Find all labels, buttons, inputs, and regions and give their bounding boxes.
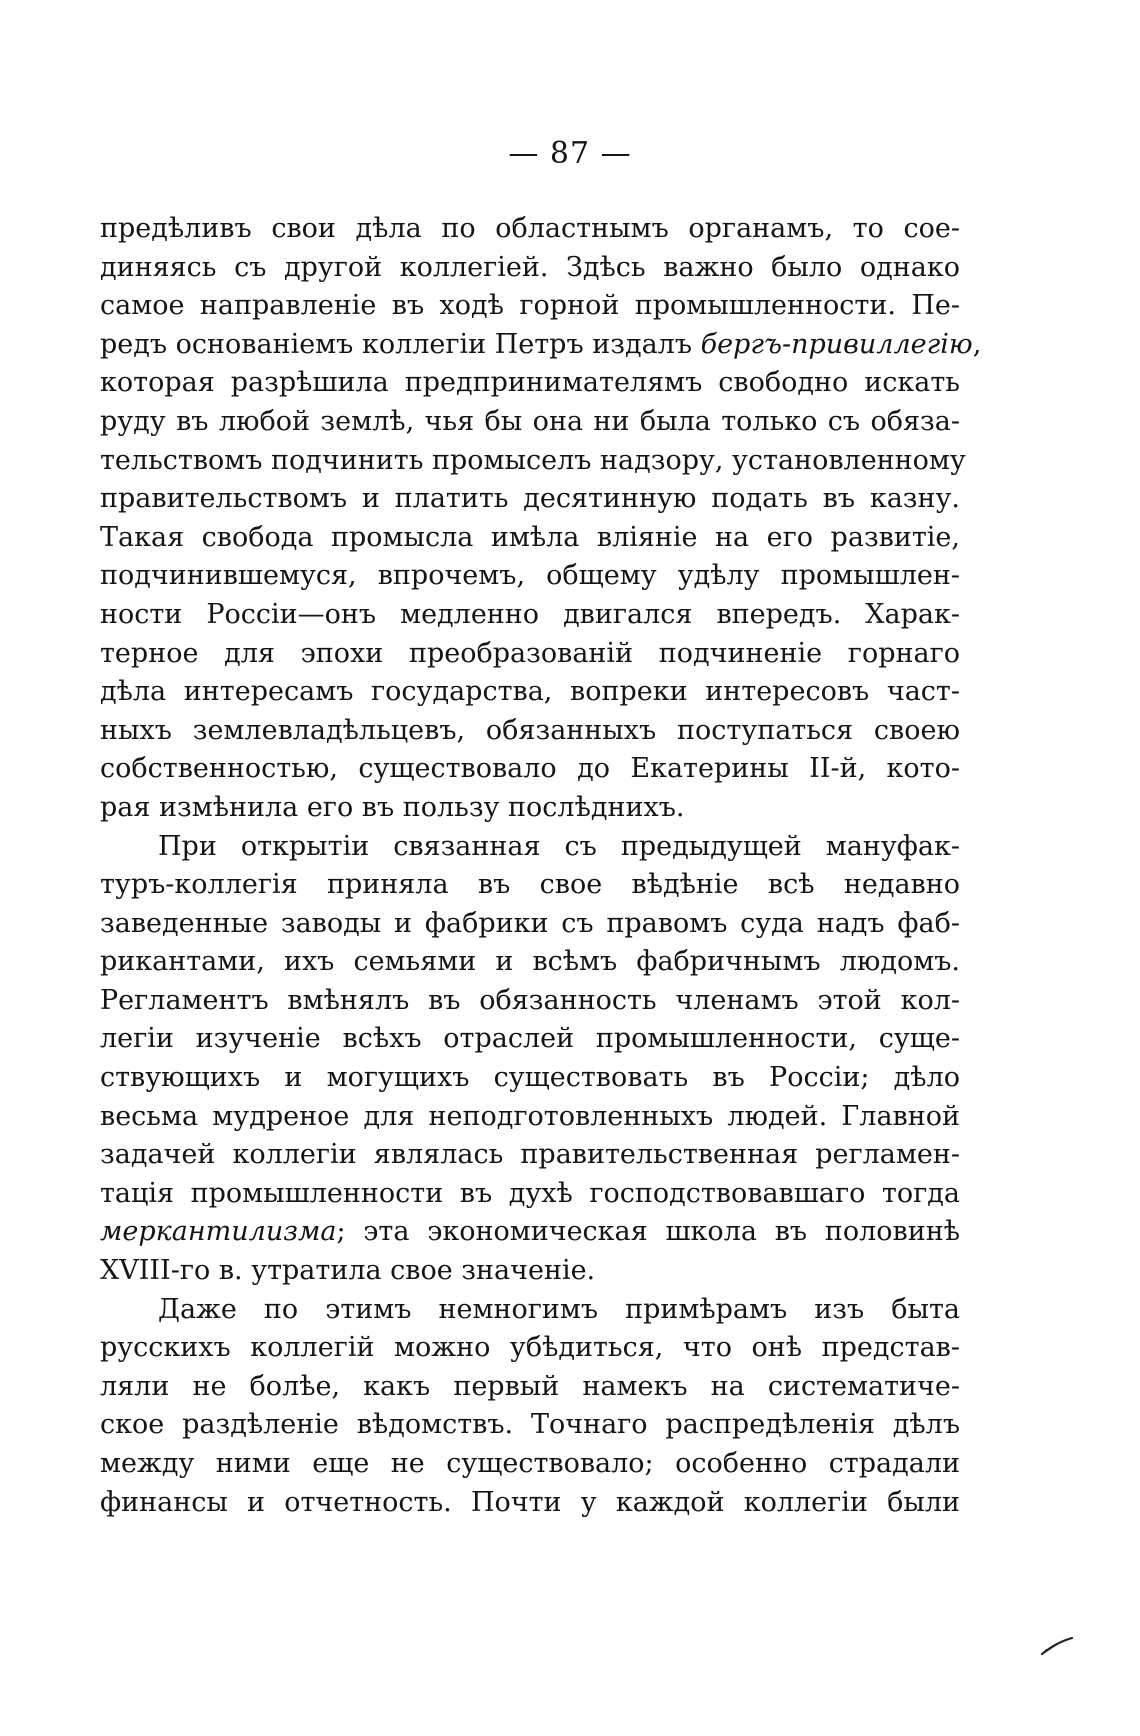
text-line: ствующихъ и могущихъ существовать въ Россіи; дѣло	[100, 1062, 960, 1094]
paragraph	[100, 210, 982, 828]
text-line: дѣла интересамъ государства, вопреки интересовъ част-	[100, 676, 960, 708]
text-segment: ; эта экономическая школа въ половинѣ	[336, 1216, 960, 1248]
paragraph	[100, 1291, 960, 1523]
text-segment: редъ основаніемъ коллегіи Петръ издалъ	[100, 328, 701, 360]
text-line: весьма мудреное для неподготовленныхъ людей. Главной	[100, 1100, 960, 1132]
text-line: руду въ любой землѣ, чья бы она ни была только съ обяза-	[100, 405, 960, 437]
pen-mark-icon	[1040, 1636, 1074, 1656]
text-line: легіи изученіе всѣхъ отраслей промышленности, суще-	[100, 1023, 960, 1055]
text-line: рикантами, ихъ семьями и всѣмъ фабричнымъ людомъ.	[100, 946, 960, 978]
paragraph	[100, 828, 960, 1291]
text-line	[100, 326, 982, 365]
text-line: тельствомъ подчинить промыселъ надзору, установленному	[100, 444, 966, 476]
text-line: собственностью, существовало до Екатерины II-й, кото-	[100, 753, 960, 785]
text-line: рая измѣнила его въ пользу послѣднихъ.	[100, 791, 685, 823]
text-line: которая разрѣшила предпринимателямъ свободно искать	[100, 367, 960, 399]
text-line: терное для эпохи преобразованій подчиненіе горнаго	[100, 637, 960, 669]
text-line: заведенные заводы и фабрики съ правомъ суда надъ фаб-	[100, 907, 960, 939]
italic-term: меркантилизма	[100, 1216, 337, 1248]
text-segment: ,	[972, 328, 982, 360]
text-line: подчинившемуся, впрочемъ, общему удѣлу промышлен-	[100, 560, 960, 592]
text-line: XVIII-го в. утратила свое значеніе.	[100, 1255, 596, 1287]
text-line: задачей коллегіи являлась правительственная регламен-	[100, 1139, 960, 1171]
text-line: финансы и отчетность. Почти у каждой коллегіи были	[100, 1486, 960, 1518]
text-line: русскихъ коллегій можно убѣдиться, что онѣ представ-	[100, 1332, 960, 1364]
text-line: ское раздѣленіе вѣдомствъ. Точнаго распредѣленія дѣлъ	[100, 1409, 960, 1441]
text-line: самое направленіе въ ходѣ горной промышленности. Пе-	[100, 290, 960, 322]
text-line	[100, 1213, 960, 1252]
text-line: между ними еще не существовало; особенно страдали	[100, 1448, 960, 1479]
page-number: — 87 —	[508, 136, 632, 171]
text-line: туръ-коллегія приняла въ свое вѣдѣніе всѣ недавно	[100, 869, 960, 901]
text-line: Такая свобода промысла имѣла вліяніе на его развитіе,	[100, 521, 960, 553]
text-line: При открытіи связанная съ предыдущей мануфак-	[158, 830, 960, 862]
text-line: ляли не болѣе, какъ первый намекъ на систематиче-	[100, 1370, 960, 1402]
text-line: предѣливъ свои дѣла по областнымъ органамъ, то сое-	[100, 213, 960, 244]
text-line: Регламентъ вмѣнялъ въ обязанность членамъ этой кол-	[100, 984, 960, 1016]
text-line: тація промышленности въ духѣ господствовавшаго тогда	[100, 1177, 960, 1209]
text-line: ности Россіи—онъ медленно двигался впередъ. Харак-	[100, 598, 960, 630]
italic-term: бергъ-привиллегію	[700, 328, 973, 360]
text-line: Даже по этимъ немногимъ примѣрамъ изъ быта	[158, 1293, 960, 1325]
text-line: правительствомъ и платить десятинную подать въ казну.	[100, 483, 960, 515]
body-text	[100, 210, 982, 1522]
text-line: диняясь съ другой коллегіей. Здѣсь важно было однако	[100, 251, 960, 283]
text-line: ныхъ землевладѣльцевъ, обязанныхъ поступаться своею	[100, 714, 960, 746]
